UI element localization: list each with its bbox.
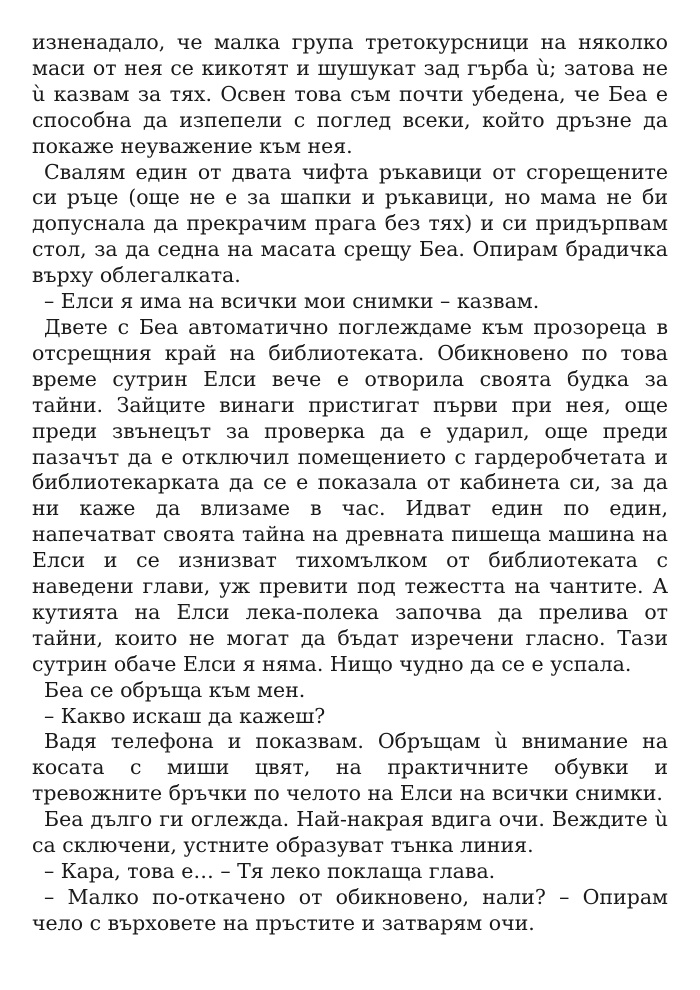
paragraph-5: Беа се обръща към мен. [44, 677, 306, 702]
paragraph-7: Вадя телефона и показвам. Обръщам ù внимание на косата с миши цвят, на практичните обувки и тревожните бръчки по челото на Елси на всички снимки. [32, 729, 668, 806]
paragraph-10: – Малко по-откачено от обикновено, нали? – Опирам чело с върховете на пръстите и затварям очи. [32, 884, 668, 935]
paragraph-4: Двете с Беа автоматично поглеждаме към прозореца в отсрещния край на библиотеката. Обикновено по това време сутрин Елси вече е отворила своята будка за тайни. Зайците винаги пристигат първи при нея, още преди звънецът за проверка да е ударил, още преди пазачът да е отключил помещението с гардеробчетата и библиотекарката да се е показала от кабинета си, за да ни каже да влизаме в час. Идват един по един, напечатват своята тайна на древната пишеща машина на Елси и се изнизват тихомълком от библиотеката с наведени глави, уж превити под тежестта на чантите. А кутията на Елси лека-полека започва да прелива от тайни, които не могат да бъдат изречени гласно. Тази сутрин обаче Елси я няма. Нищо чудно да се е успала. [32, 314, 668, 676]
paragraph-8: Беа дълго ги оглежда. Най-накрая вдига очи. Веждите ù са сключени, устните образуват тънка линия. [32, 807, 668, 858]
paragraph-1: изненадало, че малка група третокурсници на няколко маси от нея се кикотят и шушукат зад гърба ù; затова не ù казвам за тях. Освен това съм почти убедена, че Беа е способна да изпепели с поглед всеки, който дръзне да покаже неуважение към нея. [32, 30, 668, 158]
paragraph-6: – Какво искаш да кажеш? [44, 703, 326, 728]
paragraph-9: – Кара, това е… – Тя леко поклаща глава. [44, 859, 496, 883]
page-body [32, 30, 668, 937]
paragraph-3: – Елси я има на всички мои снимки – казвам. [44, 289, 540, 314]
paragraph-2: Свалям един от двата чифта ръкавици от сгорещените си ръце (още не е за шапки и ръкавици, но мама не би допуснала да прекрачим прага без тях) и си придърпвам стол, за да седна на масата срещу Беа. Опирам брадичка върху облегалката. [32, 159, 668, 288]
